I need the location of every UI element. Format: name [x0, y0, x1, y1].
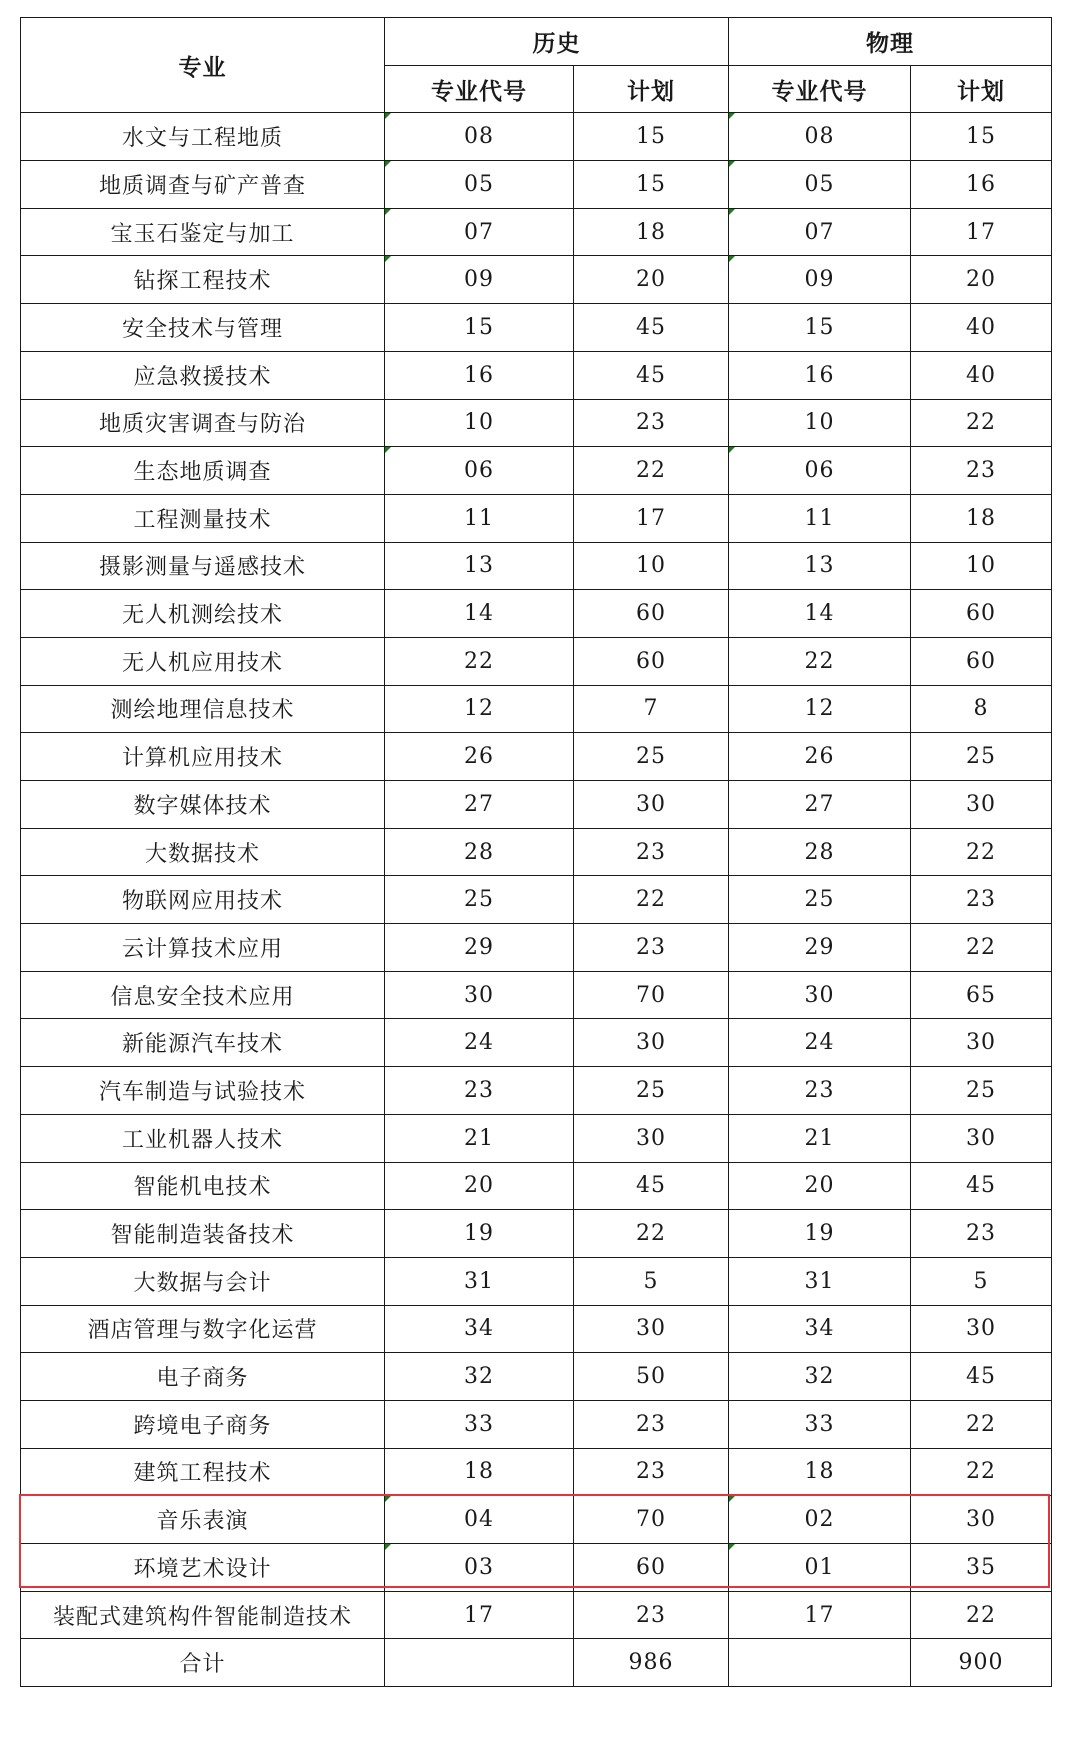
table-header — [21, 18, 1052, 113]
major-name-cell: 宝玉石鉴定与加工 — [21, 208, 385, 256]
major-name-cell: 汽车制造与试验技术 — [21, 1067, 385, 1115]
history-plan-cell: 23 — [574, 1400, 729, 1448]
physics-code-cell: 13 — [729, 542, 911, 590]
physics-plan-cell: 22 — [911, 1591, 1052, 1639]
physics-code-cell: 22 — [729, 637, 911, 685]
table-row — [21, 685, 1052, 733]
physics-code-cell: 16 — [729, 351, 911, 399]
history-plan-cell: 60 — [574, 590, 729, 638]
table-row — [21, 1400, 1052, 1448]
table-row — [21, 876, 1052, 924]
history-plan-cell: 7 — [574, 685, 729, 733]
physics-plan-cell: 18 — [911, 494, 1052, 542]
history-code-cell: 07 — [385, 208, 574, 256]
history-plan-cell: 23 — [574, 399, 729, 447]
physics-code-cell: 05 — [729, 161, 911, 209]
physics-code-cell: 33 — [729, 1400, 911, 1448]
history-plan-cell: 5 — [574, 1257, 729, 1305]
physics-plan-cell: 5 — [911, 1257, 1052, 1305]
physics-code-cell: 27 — [729, 781, 911, 829]
history-code-cell: 18 — [385, 1448, 574, 1496]
table-row — [21, 1544, 1052, 1592]
major-name-cell: 钻探工程技术 — [21, 256, 385, 304]
physics-plan-cell: 30 — [911, 1496, 1052, 1544]
history-code-cell: 16 — [385, 351, 574, 399]
history-code-cell: 32 — [385, 1353, 574, 1401]
history-code-cell: 33 — [385, 1400, 574, 1448]
major-name-cell: 安全技术与管理 — [21, 304, 385, 352]
physics-plan-cell: 35 — [911, 1544, 1052, 1592]
header-physics: 物理 — [729, 18, 1052, 66]
table-row — [21, 1019, 1052, 1067]
history-code-cell: 15 — [385, 304, 574, 352]
history-code-cell: 14 — [385, 590, 574, 638]
history-plan-cell: 18 — [574, 208, 729, 256]
physics-code-cell: 12 — [729, 685, 911, 733]
history-code-cell: 23 — [385, 1067, 574, 1115]
physics-plan-cell: 8 — [911, 685, 1052, 733]
physics-code-cell: 26 — [729, 733, 911, 781]
physics-plan-cell: 65 — [911, 971, 1052, 1019]
history-code-cell: 31 — [385, 1257, 574, 1305]
total-history-plan: 986 — [574, 1639, 729, 1687]
table-row — [21, 1305, 1052, 1353]
major-name-cell: 应急救援技术 — [21, 351, 385, 399]
physics-plan-cell: 45 — [911, 1353, 1052, 1401]
table-row — [21, 924, 1052, 972]
history-plan-cell: 22 — [574, 1210, 729, 1258]
major-name-cell: 地质调查与矿产普查 — [21, 161, 385, 209]
history-plan-cell: 20 — [574, 256, 729, 304]
physics-plan-cell: 45 — [911, 1162, 1052, 1210]
physics-code-cell: 19 — [729, 1210, 911, 1258]
major-name-cell: 音乐表演 — [21, 1496, 385, 1544]
total-history-code — [385, 1639, 574, 1687]
physics-plan-cell: 23 — [911, 876, 1052, 924]
history-code-cell: 12 — [385, 685, 574, 733]
history-code-cell: 03 — [385, 1544, 574, 1592]
history-code-cell: 28 — [385, 828, 574, 876]
major-name-cell: 大数据技术 — [21, 828, 385, 876]
table-row — [21, 1591, 1052, 1639]
physics-code-cell: 15 — [729, 304, 911, 352]
physics-plan-cell: 60 — [911, 637, 1052, 685]
physics-code-cell: 23 — [729, 1067, 911, 1115]
physics-plan-cell: 15 — [911, 113, 1052, 161]
history-plan-cell: 10 — [574, 542, 729, 590]
physics-code-cell: 09 — [729, 256, 911, 304]
physics-code-cell: 17 — [729, 1591, 911, 1639]
physics-code-cell: 01 — [729, 1544, 911, 1592]
table-row — [21, 828, 1052, 876]
major-name-cell: 电子商务 — [21, 1353, 385, 1401]
physics-plan-cell: 30 — [911, 1114, 1052, 1162]
table-row — [21, 447, 1052, 495]
table-row — [21, 1353, 1052, 1401]
major-name-cell: 计算机应用技术 — [21, 733, 385, 781]
history-plan-cell: 23 — [574, 1591, 729, 1639]
major-name-cell: 物联网应用技术 — [21, 876, 385, 924]
total-label: 合计 — [21, 1639, 385, 1687]
table-row — [21, 304, 1052, 352]
physics-code-cell: 32 — [729, 1353, 911, 1401]
major-name-cell: 摄影测量与遥感技术 — [21, 542, 385, 590]
major-name-cell: 新能源汽车技术 — [21, 1019, 385, 1067]
physics-code-cell: 34 — [729, 1305, 911, 1353]
physics-plan-cell: 40 — [911, 351, 1052, 399]
history-code-cell: 30 — [385, 971, 574, 1019]
physics-code-cell: 18 — [729, 1448, 911, 1496]
major-name-cell: 智能机电技术 — [21, 1162, 385, 1210]
total-physics-code — [729, 1639, 911, 1687]
history-plan-cell: 45 — [574, 1162, 729, 1210]
table-row — [21, 1496, 1052, 1544]
physics-plan-cell: 25 — [911, 733, 1052, 781]
history-plan-cell: 23 — [574, 1448, 729, 1496]
history-plan-cell: 23 — [574, 924, 729, 972]
physics-plan-cell: 22 — [911, 924, 1052, 972]
table-row — [21, 1210, 1052, 1258]
physics-plan-cell: 20 — [911, 256, 1052, 304]
physics-plan-cell: 17 — [911, 208, 1052, 256]
history-code-cell: 17 — [385, 1591, 574, 1639]
table-row — [21, 1114, 1052, 1162]
history-plan-cell: 15 — [574, 113, 729, 161]
major-name-cell: 酒店管理与数字化运营 — [21, 1305, 385, 1353]
history-code-cell: 24 — [385, 1019, 574, 1067]
physics-plan-cell: 22 — [911, 1448, 1052, 1496]
history-plan-cell: 23 — [574, 828, 729, 876]
header-history-code: 专业代号 — [385, 65, 574, 113]
table-row — [21, 971, 1052, 1019]
table-row — [21, 637, 1052, 685]
history-code-cell: 26 — [385, 733, 574, 781]
history-plan-cell: 17 — [574, 494, 729, 542]
major-name-cell: 云计算技术应用 — [21, 924, 385, 972]
history-code-cell: 34 — [385, 1305, 574, 1353]
history-code-cell: 25 — [385, 876, 574, 924]
history-code-cell: 29 — [385, 924, 574, 972]
physics-code-cell: 25 — [729, 876, 911, 924]
physics-code-cell: 30 — [729, 971, 911, 1019]
table-row — [21, 113, 1052, 161]
table-row — [21, 733, 1052, 781]
physics-code-cell: 21 — [729, 1114, 911, 1162]
physics-plan-cell: 23 — [911, 447, 1052, 495]
history-plan-cell: 70 — [574, 971, 729, 1019]
history-code-cell: 08 — [385, 113, 574, 161]
history-plan-cell: 45 — [574, 351, 729, 399]
history-code-cell: 06 — [385, 447, 574, 495]
table-row — [21, 590, 1052, 638]
header-history: 历史 — [385, 18, 729, 66]
table-body — [21, 113, 1052, 1639]
physics-code-cell: 20 — [729, 1162, 911, 1210]
history-code-cell: 27 — [385, 781, 574, 829]
physics-code-cell: 07 — [729, 208, 911, 256]
table-row — [21, 399, 1052, 447]
history-plan-cell: 15 — [574, 161, 729, 209]
history-plan-cell: 25 — [574, 733, 729, 781]
history-plan-cell: 30 — [574, 1019, 729, 1067]
enrollment-plan-table — [20, 17, 1052, 1687]
major-name-cell: 工业机器人技术 — [21, 1114, 385, 1162]
physics-code-cell: 24 — [729, 1019, 911, 1067]
major-name-cell: 信息安全技术应用 — [21, 971, 385, 1019]
physics-plan-cell: 10 — [911, 542, 1052, 590]
physics-plan-cell: 40 — [911, 304, 1052, 352]
physics-plan-cell: 60 — [911, 590, 1052, 638]
major-name-cell: 测绘地理信息技术 — [21, 685, 385, 733]
history-code-cell: 21 — [385, 1114, 574, 1162]
major-name-cell: 大数据与会计 — [21, 1257, 385, 1305]
physics-plan-cell: 22 — [911, 399, 1052, 447]
table-footer — [21, 1639, 1052, 1687]
history-code-cell: 13 — [385, 542, 574, 590]
history-plan-cell: 60 — [574, 1544, 729, 1592]
history-code-cell: 05 — [385, 161, 574, 209]
physics-plan-cell: 22 — [911, 1400, 1052, 1448]
physics-code-cell: 29 — [729, 924, 911, 972]
history-code-cell: 09 — [385, 256, 574, 304]
major-name-cell: 环境艺术设计 — [21, 1544, 385, 1592]
history-plan-cell: 30 — [574, 1305, 729, 1353]
history-code-cell: 04 — [385, 1496, 574, 1544]
physics-plan-cell: 30 — [911, 1019, 1052, 1067]
table-row — [21, 256, 1052, 304]
table-row — [21, 542, 1052, 590]
major-name-cell: 工程测量技术 — [21, 494, 385, 542]
history-plan-cell: 22 — [574, 876, 729, 924]
physics-plan-cell: 16 — [911, 161, 1052, 209]
major-name-cell: 生态地质调查 — [21, 447, 385, 495]
major-name-cell: 水文与工程地质 — [21, 113, 385, 161]
table-row — [21, 1162, 1052, 1210]
table-row — [21, 494, 1052, 542]
header-physics-plan: 计划 — [911, 65, 1052, 113]
physics-plan-cell: 30 — [911, 781, 1052, 829]
major-name-cell: 地质灾害调查与防治 — [21, 399, 385, 447]
table-row — [21, 781, 1052, 829]
history-code-cell: 20 — [385, 1162, 574, 1210]
header-major: 专业 — [21, 18, 385, 113]
physics-plan-cell: 23 — [911, 1210, 1052, 1258]
history-code-cell: 22 — [385, 637, 574, 685]
physics-code-cell: 08 — [729, 113, 911, 161]
physics-code-cell: 14 — [729, 590, 911, 638]
history-plan-cell: 25 — [574, 1067, 729, 1115]
physics-code-cell: 31 — [729, 1257, 911, 1305]
physics-plan-cell: 25 — [911, 1067, 1052, 1115]
table-row — [21, 351, 1052, 399]
table-row — [21, 208, 1052, 256]
history-plan-cell: 22 — [574, 447, 729, 495]
history-code-cell: 19 — [385, 1210, 574, 1258]
total-physics-plan: 900 — [911, 1639, 1052, 1687]
physics-code-cell: 02 — [729, 1496, 911, 1544]
major-name-cell: 智能制造装备技术 — [21, 1210, 385, 1258]
physics-code-cell: 11 — [729, 494, 911, 542]
history-plan-cell: 30 — [574, 1114, 729, 1162]
major-name-cell: 数字媒体技术 — [21, 781, 385, 829]
history-plan-cell: 70 — [574, 1496, 729, 1544]
major-name-cell: 建筑工程技术 — [21, 1448, 385, 1496]
physics-code-cell: 28 — [729, 828, 911, 876]
physics-code-cell: 10 — [729, 399, 911, 447]
history-plan-cell: 45 — [574, 304, 729, 352]
physics-code-cell: 06 — [729, 447, 911, 495]
major-name-cell: 跨境电子商务 — [21, 1400, 385, 1448]
physics-plan-cell: 30 — [911, 1305, 1052, 1353]
history-code-cell: 10 — [385, 399, 574, 447]
header-row-groups — [21, 18, 1052, 66]
major-name-cell: 无人机测绘技术 — [21, 590, 385, 638]
table-row — [21, 1257, 1052, 1305]
header-history-plan: 计划 — [574, 65, 729, 113]
major-name-cell: 装配式建筑构件智能制造技术 — [21, 1591, 385, 1639]
history-code-cell: 11 — [385, 494, 574, 542]
header-physics-code: 专业代号 — [729, 65, 911, 113]
major-name-cell: 无人机应用技术 — [21, 637, 385, 685]
history-plan-cell: 30 — [574, 781, 729, 829]
table-row — [21, 1448, 1052, 1496]
table-row — [21, 1067, 1052, 1115]
history-plan-cell: 60 — [574, 637, 729, 685]
table-row — [21, 161, 1052, 209]
total-row — [21, 1639, 1052, 1687]
physics-plan-cell: 22 — [911, 828, 1052, 876]
history-plan-cell: 50 — [574, 1353, 729, 1401]
